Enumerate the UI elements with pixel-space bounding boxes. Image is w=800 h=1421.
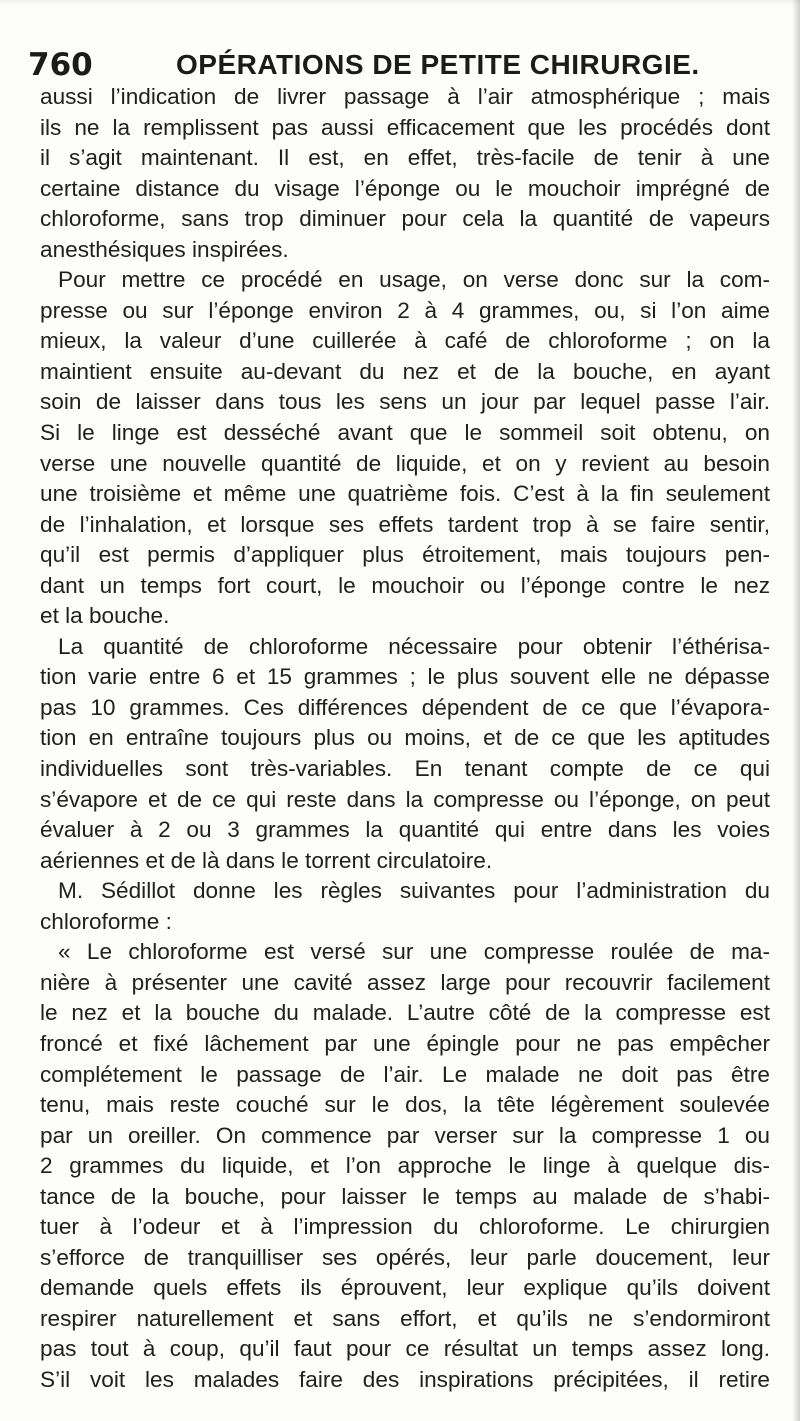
text-line: nière à présenter une cavité assez large pour recouvrir facilement <box>40 969 770 995</box>
text-line: aussi l’indication de livrer passage à l’air atmosphérique ; mais <box>40 84 770 109</box>
text-line: 2 grammes du liquide, et l’on approche le linge à quelque dis- <box>40 1153 770 1179</box>
text-line: maintient ensuite au-devant du nez et de la bouche, en ayant <box>40 358 770 384</box>
text-line: M. Sédillot donne les règles suivantes pour l’administration du <box>58 878 770 904</box>
text-line: pas tout à coup, qu’il faut pour ce résultat un temps assez long. <box>40 1336 770 1362</box>
text-line: chloroforme : <box>40 908 172 934</box>
text-line: par un oreiller. On commence par verser sur la compresse 1 ou <box>40 1122 770 1148</box>
text-line: demande quels effets ils éprouvent, leur explique qu’ils doivent <box>40 1275 770 1301</box>
text-line: anesthésiques inspirées. <box>40 236 289 262</box>
text-line: La quantité de chloroforme nécessaire pour obtenir l’éthérisa- <box>58 633 770 659</box>
page-edge-shadow <box>792 0 800 1421</box>
text-line: pas 10 grammes. Ces différences dépendent de ce que l’évapora- <box>40 694 770 720</box>
text-line: froncé et fixé lâchement par une épingle pour ne pas empêcher <box>40 1030 770 1056</box>
text-line: de l’inhalation, et lorsque ses effets tardent trop à se faire sentir, <box>40 511 770 537</box>
text-line: tion varie entre 6 et 15 grammes ; le plus souvent elle ne dépasse <box>40 664 770 690</box>
text-line: tenu, mais reste couché sur le dos, la tête légèrement soulevée <box>40 1092 770 1118</box>
page-body <box>40 82 770 1396</box>
text-line: dant un temps fort court, le mouchoir ou l’éponge contre le nez <box>40 572 770 598</box>
text-line: mieux, la valeur d’une cuillerée à café de chloroforme ; on la <box>40 328 770 354</box>
text-line: et la bouche. <box>40 603 170 629</box>
paragraph-3 <box>40 632 770 876</box>
page-header <box>28 47 772 87</box>
paragraph-2 <box>40 265 770 632</box>
text-line: évaluer à 2 ou 3 grammes la quantité qui entre dans les voies <box>40 817 770 843</box>
text-line: individuelles sont très-variables. En tenant compte de ce qui <box>40 756 770 782</box>
text-line: tion en entraîne toujours plus ou moins, et de ce que les aptitudes <box>40 725 770 751</box>
page-number: 760 <box>28 47 93 83</box>
text-line: tuer à l’odeur et à l’impression du chloroforme. Le chirurgien <box>40 1214 770 1240</box>
text-line: chloroforme, sans trop diminuer pour cela la quantité de vapeurs <box>40 206 770 232</box>
text-line: soin de laisser dans tous les sens un jour par lequel passe l’air. <box>40 389 770 415</box>
text-line: certaine distance du visage l’éponge ou le mouchoir imprégné de <box>40 175 770 201</box>
running-title: OPÉRATIONS DE PETITE CHIRURGIE. <box>176 49 700 80</box>
paragraph-4 <box>40 876 770 937</box>
text-line: tance de la bouche, pour laisser le temps au malade de s’habi- <box>40 1183 770 1209</box>
text-line: s’évapore et de ce qui reste dans la compresse ou l’éponge, on peut <box>40 786 770 812</box>
page-top-shadow <box>0 0 800 6</box>
text-line: aériennes et de là dans le torrent circulatoire. <box>40 847 493 873</box>
text-line: respirer naturellement et sans effort, et qu’ils ne s’endormiront <box>40 1305 770 1331</box>
text-line: s’efforce de tranquilliser ses opérés, leur parle doucement, leur <box>40 1244 770 1270</box>
paragraph-5-quote <box>40 937 770 1395</box>
text-line: presse ou sur l’éponge environ 2 à 4 grammes, ou, si l’on aime <box>40 297 770 323</box>
text-line: Si le linge est desséché avant que le sommeil soit obtenu, on <box>40 420 770 446</box>
text-line: complétement le passage de l’air. Le malade ne doit pas être <box>40 1061 770 1087</box>
text-line: qu’il est permis d’appliquer plus étroitement, mais toujours pen- <box>40 542 770 568</box>
text-line: S’il voit les malades faire des inspirations précipitées, il retire <box>40 1366 770 1392</box>
text-line: verse une nouvelle quantité de liquide, et on y revient au besoin <box>40 450 770 476</box>
text-line: le nez et la bouche du malade. L’autre côté de la compresse est <box>40 1000 770 1026</box>
text-line: Pour mettre ce procédé en usage, on verse donc sur la com- <box>58 267 770 293</box>
text-line: une troisième et même une quatrième fois. C’est à la fin seulement <box>40 481 770 507</box>
text-line: il s’agit maintenant. Il est, en effet, très-facile de tenir à une <box>40 145 770 171</box>
paragraph-1 <box>40 82 770 265</box>
text-line: ils ne la remplissent pas aussi efficacement que les procédés dont <box>40 114 770 140</box>
text-line: « Le chloroforme est versé sur une compresse roulée de ma- <box>58 939 770 965</box>
